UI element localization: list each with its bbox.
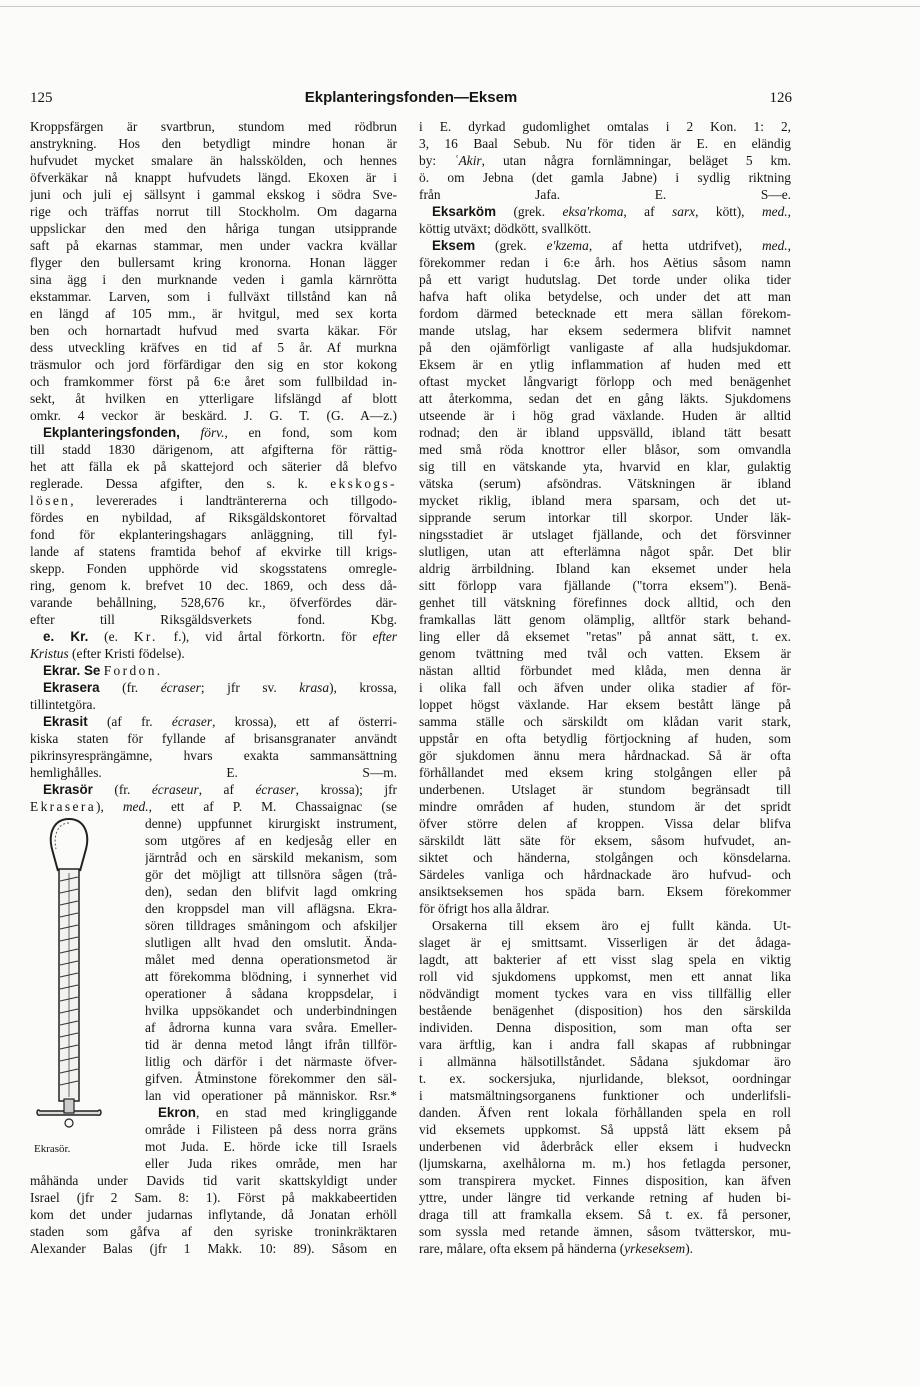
ekrasor-illustration	[34, 811, 104, 1161]
text-line: (ljumskarna, axelhålorna m. m.) hos fetlagda personer,	[419, 1156, 791, 1171]
text-line: denne) uppfunnet kirurgiskt instrument,	[145, 816, 397, 831]
text-line: flyger den bullersamt kring kronorna. Honan lägger	[30, 255, 397, 270]
entry-term: Ekrasera	[43, 680, 100, 695]
text-line: köttig utväxt; dödkött, svallkött.	[419, 221, 592, 236]
text-line: fördes en nybildad, af Riksgäldskontoret förvaltad	[30, 510, 397, 525]
text-line: sekt, åt hvilken en ytterligare lifslängd af blott	[30, 391, 397, 406]
entry-eksarkom	[419, 203, 791, 220]
entry-text: , af	[198, 782, 256, 797]
text-line: genhet till vätskning förefinnes dock alltid, och den	[419, 595, 791, 610]
entry-abbr: förv.	[200, 425, 225, 440]
italic-word: écraser	[171, 714, 213, 729]
text-line: varande behållning, 528,676 kr., öfverfördes där-	[30, 595, 397, 610]
text-fragment: ).	[685, 1241, 693, 1256]
text-line: staden som gåfva af den syriske troninkräktaren	[30, 1224, 397, 1239]
text-line: oftast mycket långvarigt förlopp och med benägenhet	[419, 374, 791, 389]
entry-ekron	[145, 1104, 397, 1121]
text-line: vid eksemets uppkomst. Så uppstå lätt eksem på	[419, 1122, 791, 1137]
text-line: i matsmältningsorganens funktioner och underlifsli-	[419, 1088, 791, 1103]
entry-term: Eksarköm	[432, 204, 497, 219]
text-line: aldrig ärrbildning. Ibland kan eksemet under hela	[419, 561, 791, 576]
text-line: gör det möjligt att tillsnöra sågen (trå-	[145, 867, 397, 882]
entry-term: Eksem	[432, 238, 476, 253]
text-line: lande af statens framtida behof af ekvirke till krigs-	[30, 544, 397, 559]
text-line: hufvudet mycket smalare än halsskölden, och hennes	[30, 153, 397, 168]
eksem-body-text	[419, 254, 791, 1240]
entry-text: , krossa); jfr	[295, 782, 397, 797]
text-line: 3, 16 Baal Sebub. Nu för tiden är E. en eländig	[419, 136, 791, 151]
italic-word: Kristus	[30, 646, 69, 661]
text-line: roll vid sjukdomens uppkomst, men ett annat lika	[419, 969, 791, 984]
entry-ekrar	[30, 662, 397, 679]
entry-text: (fr.	[99, 680, 161, 695]
entry-ekplanteringsfonden	[30, 424, 397, 441]
entry-text: (e.	[88, 629, 134, 644]
text-fragment: ),	[96, 799, 123, 814]
entry-text: (grek.	[496, 204, 563, 219]
text-line: ring, genom k. brefvet 10 dec. 1869, och dess då-	[30, 578, 397, 593]
entry-text: (grek.	[475, 238, 547, 253]
text-fragment: hemlighålles.	[30, 765, 102, 780]
text-line: som utgöres af en kedjesåg eller en	[145, 833, 397, 848]
entry-text: ,	[787, 204, 791, 219]
italic-word: med.	[122, 799, 149, 814]
text-line: underbenen vid åderbråck eller eksem i hudveckn	[419, 1139, 791, 1154]
running-title: Ekplanteringsfonden—Eksem	[304, 89, 518, 106]
text-line	[419, 152, 791, 169]
entry-text: , kött),	[695, 204, 762, 219]
text-line: den kroppsdel man vill aflägsna. Ekra-	[145, 901, 397, 916]
italic-word: med.	[761, 204, 788, 219]
spaced-word: Kr.	[133, 629, 158, 644]
text-line: förhållandet med eksem kring stolgången eller på	[419, 765, 791, 780]
entry-text: (fr.	[92, 782, 152, 797]
text-line	[145, 1087, 397, 1104]
text-line: saft på ekarnas stammar, men under vackra kvällar	[30, 238, 397, 253]
entry-ekrasor	[30, 781, 397, 798]
page-number-left: 125	[30, 90, 53, 106]
text-line: hafva haft olika betydelse, och under det att man	[419, 289, 791, 304]
top-rule	[0, 6, 920, 7]
entry-term: Ekplanteringsfonden,	[43, 425, 180, 440]
right-column	[419, 118, 791, 1257]
text-line: måhända under Davids tid varit skattskyldigt under	[30, 1173, 397, 1188]
text-line: ekstammar. Larven, som i fullväxt tillstånd kan nå	[30, 289, 397, 304]
text-fragment: , levererades i landträntererna och tillgodo-	[70, 493, 397, 508]
text-line: ansiktseksemen hos späda barn. Eksem förekommer	[419, 884, 791, 899]
italic-word: écraser	[255, 782, 296, 797]
text-line: mindre områden af huden, stundom är det spridt	[419, 799, 791, 814]
text-line: litlig och därför i det närmaste öfver-	[145, 1054, 397, 1069]
text-line: sig till en vätskande yta, hvarvid en klar, gulaktig	[419, 459, 791, 474]
entry-term: Ekron	[158, 1105, 196, 1120]
text-line: nödvändigt moment tyckes vara en viss tillfällig eller	[419, 986, 791, 1001]
spaced-word: Ekrasera	[30, 799, 97, 814]
text-line: på den ojämförligt vanligaste af alla hudsjukdomar.	[419, 340, 791, 355]
entry-text: , en fond, som kom	[224, 425, 397, 440]
text-line	[30, 645, 397, 662]
text-line: kiska staten för fyllande af brisansgranater användt	[30, 731, 397, 746]
entry-text: ), krossa,	[329, 680, 397, 695]
text-line: område i Filisteen på dess norra gräns	[145, 1122, 397, 1137]
italic-word: efter	[372, 629, 397, 644]
text-line: mot Juda. E. hörde icke till Israels	[145, 1139, 397, 1154]
text-fragment: rare, målare, ofta eksem på händerna (	[419, 1241, 625, 1256]
text-line: operationer å sådana kroppsdelar, i	[145, 986, 397, 1001]
italic-word: eksa'rkoma	[562, 204, 624, 219]
text-line: för öfrigt hos alla åldrar.	[419, 901, 550, 916]
page-number-right: 126	[769, 90, 792, 106]
text-line: Eksem är en ytlig inflammation af huden med ett	[419, 357, 791, 372]
signature: Kbg.	[370, 612, 397, 627]
text-line: mycket riklig, ibland mera sparsam, och det ut-	[419, 493, 791, 508]
text-line: individen. Denna disposition, som man ofta ser	[419, 1020, 791, 1035]
text-line: träsmulor och jord förfärdigar den sig en stor kokong	[30, 357, 397, 372]
text-line: förekommer redan i 6:e årh. hos Aëtius såsom namn	[419, 255, 791, 270]
text-line: gifven. Åtminstone förekommer den säl-	[145, 1071, 397, 1086]
text-line	[30, 764, 397, 781]
text-line: Israel (jfr 2 Sam. 8: 1). Först på makkabeertiden	[30, 1190, 397, 1205]
signature: E. S—m.	[226, 765, 397, 780]
italic-word: sarx	[672, 204, 696, 219]
text-line: juni och juli ej sällsynt i gammal ekskog i södra Sve-	[30, 187, 397, 202]
text-line: Särdeles vanliga och hårdnackade äro hufvud- och	[419, 867, 791, 882]
italic-word: e'kzema	[546, 238, 589, 253]
text-line: samma ställe och särskildt om klådan varit stark,	[419, 714, 791, 729]
text-line: i E. dyrkad gudomlighet omtalas i 2 Kon. 1: 2,	[419, 119, 791, 134]
text-line: nästan alltid förbundet med klåda, men denna är	[419, 663, 791, 678]
entry-text: , en stad med kringliggande	[195, 1105, 397, 1120]
text-line: skepp. Fonden upphörde vid skogsstatens omregle-	[30, 561, 397, 576]
text-line: framkallas lätt genom olämplig, alltför stark behand-	[419, 612, 791, 627]
text-line: sitt förlopp vara fjällande ("torra eksem"). Benä-	[419, 578, 791, 593]
text-fragment: (efter Kristi födelse).	[68, 646, 185, 661]
entry-e-kr	[30, 628, 397, 645]
entry-term: Ekrasit	[43, 714, 88, 729]
italic-word: yrkeseksem	[624, 1241, 686, 1256]
text-line: gör sjukdomen ännu mera hårdnackad. Så är ofta	[419, 748, 791, 763]
text-fragment: , utan några fornlämningar, beläget 5 km.	[481, 153, 791, 168]
entry-ekrasit	[30, 713, 397, 730]
page-header	[30, 86, 792, 110]
text-line: tillintetgöra.	[30, 697, 96, 712]
text-line: den), sedan den blifvit lagd omkring	[145, 884, 397, 899]
text-line: genom tvättning med tvål och vatten. Eksem är	[419, 646, 791, 661]
text-line: järntråd och en särskild mekanism, som	[145, 850, 397, 865]
text-line: tid är denna metod långt ifrån tillför-	[145, 1037, 397, 1052]
text-line: målet med denna operationsmetod är	[145, 952, 397, 967]
text-line: sören tilldrages småningom och afskiljer	[145, 918, 397, 933]
text-line: öfver större delen af kroppen. Vissa delar blifva	[419, 816, 791, 831]
text-line: särskildt lätt säte för eksem, såsom hufvudet, an-	[419, 833, 791, 848]
text-line: mande utslag, har eksem sedermera blifvit namnet	[419, 323, 791, 338]
text-line: med små röda knottror eller blåsor, som omvandla	[419, 442, 791, 457]
text-line: fond för ekplanteringshagars anläggning, till fyl-	[30, 527, 397, 542]
text-line: Orsakerna till eksem äro ej fullt kända. Ut-	[432, 918, 791, 933]
text-line: anstrykning. Hos den betydligt mindre honan är	[30, 136, 397, 151]
italic-word: med.	[761, 238, 788, 253]
text-line: Kroppsfärgen är svartbrun, stundom med rödbrun	[30, 119, 397, 134]
text-line: ningsstadiet är utslaget fjällande, och det försvinner	[419, 527, 791, 542]
text-line: i allmänna hälsotillståndet. Sådana sjukdomar äro	[419, 1054, 791, 1069]
text-line: pikrinsyresprängämne, hvars exakta sammansättning	[30, 748, 397, 763]
signature: Rsr.*	[369, 1088, 397, 1103]
text-line: bestående benägenhet (disposition) hos den särskilda	[419, 1003, 791, 1018]
text-line	[30, 611, 397, 628]
text-line: dess utveckling kräfves en tid af 5 år. Af murkna	[30, 340, 397, 355]
entry-text: , af	[623, 204, 673, 219]
text-line: af ådrorna kunna vara svåra. Emeller-	[145, 1020, 397, 1035]
text-line: slutligen, utan att efterlämna något spår. Det blir	[419, 544, 791, 559]
entry-term: Ekrasör	[43, 782, 93, 797]
text-line: kom det under judarnas inflytande, då Jonatan erhöll	[30, 1207, 397, 1222]
text-line: rodnad; den är ibland uppsvälld, ibland tätt besatt	[419, 425, 791, 440]
text-line	[30, 492, 397, 509]
text-fragment: , ett af P. M. Chassaignac (se	[148, 799, 397, 814]
text-fragment: reglerade. Dessa afgifter, den s. k.	[30, 476, 308, 491]
text-line: t. ex. sockersjuka, njurlidande, bleksot, oordningar	[419, 1071, 791, 1086]
entry-text: , af hetta utdrifvet),	[588, 238, 762, 253]
text-line: het att fälla ek på skattejord och säterier då blefvo	[30, 459, 397, 474]
text-line: vätska (serum) afsöndras. Vätskningen är ibland	[419, 476, 791, 491]
text-line: ö. om Jebna (det gamla Jabne) i sydlig riktning	[419, 170, 791, 185]
entry-text: , krossa), ett af österri-	[212, 714, 397, 729]
text-line: att återkomma, sedan det en gång läkts. Sjukdomens	[419, 391, 791, 406]
text-line	[419, 186, 791, 203]
italic-word: écraseur	[151, 782, 199, 797]
italic-word: ʿAkir	[454, 153, 482, 168]
entry-text: f.), vid årtal förkortn. för	[157, 629, 373, 644]
entry-text: (af fr.	[87, 714, 172, 729]
italic-word: écraser	[160, 680, 201, 695]
ecraseur-instrument-icon	[34, 811, 104, 1141]
text-line: slutligen allt hvad den omslutit. Ända-	[145, 935, 397, 950]
text-fragment: från Jafa.	[419, 187, 561, 202]
text-line: uppslickar den med den håriga tungan utsipprande	[30, 221, 397, 236]
text-line: och framkommer först på 6:e året som fullbildad in-	[30, 374, 397, 389]
text-fragment: lan vid operationer på människor.	[145, 1088, 358, 1103]
entry-text: ; jfr sv.	[200, 680, 300, 695]
entry-text: ,	[787, 238, 791, 253]
text-line: omkr. 4 veckor är beskärd. J. G. T. (G. A—z.)	[30, 408, 397, 423]
text-line: fordom därmed betecknade ett mera sällan förekom-	[419, 306, 791, 321]
text-line	[419, 1240, 791, 1257]
text-line: sina ägg i den murknande veden i gamla kärnrötta	[30, 272, 397, 287]
signature: E. S—e.	[654, 187, 791, 202]
text-line: en längd af 105 mm., är hvitgul, med sex korta	[30, 306, 397, 321]
spaced-word: lösen	[30, 493, 71, 508]
text-line: sipprande serum intorkar till skorpor. Under läk-	[419, 510, 791, 525]
text-line: slaget är ej smittsamt. Visserligen är det ådaga-	[419, 935, 791, 950]
spaced-word: ekskogs-	[330, 476, 397, 491]
text-line: siktet och händerna, stolgången och könsdelarna.	[419, 850, 791, 865]
text-line: på ett varigt hudutslag. Det torde under olika tider	[419, 272, 791, 287]
text-line: att förekomma blödning, i synnerhet vid	[145, 969, 397, 984]
text-line: underbenen. Utslaget är stundom begränsadt till	[419, 782, 791, 797]
text-line: danden. Äfven rent lokala förhållanden spela en roll	[419, 1105, 791, 1120]
text-line: ben och hornartadt hufvud med svarta käkar. För	[30, 323, 397, 338]
entry-eksem	[419, 237, 791, 254]
text-line: eller Juda rikes område, men har	[145, 1156, 397, 1171]
figure-caption: Ekrasör.	[34, 1143, 71, 1155]
text-line: uppstår en ofta betydlig förtjockning af huden, som	[419, 731, 791, 746]
entry-term: e. Kr.	[43, 629, 89, 644]
text-fragment: by:	[419, 153, 455, 168]
text-line: Alexander Balas (jfr 1 Makk. 10: 89). Såsom en	[30, 1241, 397, 1256]
italic-word: krasa	[299, 680, 330, 695]
text-line: vara ärftlig, kan i andra fall skapas af rubbningar	[419, 1037, 791, 1052]
spaced-word: Fordon.	[103, 663, 163, 678]
entry-term: Ekrar. Se	[43, 663, 101, 678]
text-line: i olika fall och äfven under olika stadier af för-	[419, 680, 791, 695]
text-line	[30, 475, 397, 492]
text-line: till stadd 1830 därigenom, att afgifterna för rättig-	[30, 442, 397, 457]
text-line: loppet högst växlande. Har eksem bestått länge på	[419, 697, 791, 712]
text-line: lagdt, att bakterier af ett visst slag spela en viktig	[419, 952, 791, 967]
text-line: öfverkäkar nå knappt hufvudets längd. Ekoxen är i	[30, 170, 397, 185]
text-line: hvilka uppsökandet och underbindningen	[145, 1003, 397, 1018]
text-line: ling eller då eksemet "retas" på annat sätt, t. ex.	[419, 629, 791, 644]
text-line: yttre, under längre tid verkande retning af huden bi-	[419, 1190, 791, 1205]
text-line: utseende är i hög grad växlande. Huden är alltid	[419, 408, 791, 423]
text-line: draga till att framkalla eksem. Så t. ex. få personer,	[419, 1207, 791, 1222]
text-line: rige och träffas norrut till Stockholm. Om dagarna	[30, 204, 397, 219]
entry-ekrasera	[30, 679, 397, 696]
text-line: som transpirera mycket. Finnes disposition, kan äfven	[419, 1173, 791, 1188]
text-fragment: efter till Riksgäldsverkets fond.	[30, 612, 326, 627]
text-line: som syssla med retande ämnen, såsom tvätterskor, mu-	[419, 1224, 791, 1239]
